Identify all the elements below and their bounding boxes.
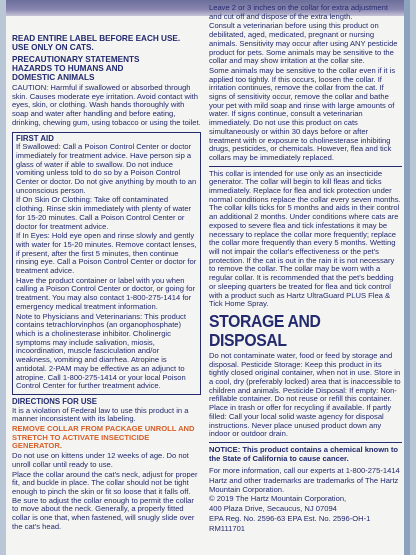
caution-statement: CAUTION: Harmful if swallowed or absorbed through skin. Causes moderate eye irritation. Avoid contact with eyes, skin, or clothing. Wash hands thoroughly with soap and water after handling and before eating, drinking, chewing gum, using tobacco or using the toilet.	[12, 83, 201, 127]
storage-disposal-title: STORAGE AND DISPOSAL	[209, 310, 321, 350]
heading-line: DOMESTIC ANIMALS	[12, 73, 95, 82]
heading-line: READ ENTIRE LABEL BEFORE EACH USE.	[12, 34, 181, 43]
precautionary-heading	[12, 55, 201, 82]
first-aid-box	[12, 132, 201, 395]
trademark-line: Hartz and other trademarks are trademarks of The Hartz Mountain Corporation.	[209, 476, 399, 494]
federal-law-statement: It is a violation of Federal law to use this product in a manner inconsistent with its labeling.	[12, 405, 189, 424]
kittens-warning: Do not use on kittens under 12 weeks of age. Do not unroll collar until ready to use.	[12, 451, 189, 469]
remove-collar-instruction: REMOVE COLLAR FROM PACKAGE UNROLL AND STRETCH TO ACTIVATE INSECTICIDE GENERATOR.	[12, 424, 195, 451]
first-aid-container: Have the product container or label with you when calling a Poison Control Center or doctor, or going for treatment. You may also contact 1-800-275-1414 for emergency medical treatment information.	[16, 275, 195, 311]
note-to-physicians: Note to Physicians and Veterinarians: This product contains tetrachlorvinphos (an organophosphate) which is a cholinesterase inhibitor. Cholinergic symptoms may include salivation, miosis, incoordination, muscle fasciculation and/or weakness, vomiting and diarrhea. Atropine is antidotal. 2-PAM may be effective as an adjunct to atropine. Call 1-800-275-1414 or your local Poison Control Center for further treatment advice.	[16, 311, 186, 391]
california-notice: NOTICE: This product contains a chemical known to the State of California to cause cancer.	[209, 444, 399, 463]
product-label-panel	[6, 0, 410, 555]
adjustment-text: Leave 2 or 3 inches on the collar for extra adjustment and cut off and dispose of the extra length.	[209, 3, 388, 21]
divider	[209, 166, 402, 167]
right-column	[209, 4, 402, 534]
company-info	[209, 467, 402, 533]
company-line: © 2019 The Hartz Mountain Corporation,	[209, 494, 347, 504]
first-aid-eyes: If In Eyes: Hold eye open and rinse slowly and gently with water for 15-20 minutes. Remove contact lenses, if present, after the first 5 minutes, then continue rinsing eye. Call a Poison Control Center or doctor for treatment advice.	[16, 231, 197, 276]
lot-code: RM111701	[209, 523, 246, 533]
first-aid-title: FIRST AID	[16, 133, 54, 143]
storage-disposal-text: Do not contaminate water, food or feed by storage and disposal. Pesticide Storage: Keep this product in its tightly closed original container, when not in use. Store in a cool, dry (preferably locked) area that is inaccessible to children and animals. Pesticide Disposal: If empty: Non-refillable container. Do not reuse or refill this container. Place in trash or offer for recycling if available. If partly filled: Call your local solid waste agency for disposal instructions. Never place unused product down any indoor or outdoor drain.	[209, 350, 401, 439]
heading-line: HAZARDS TO HUMANS AND	[12, 64, 124, 73]
address-line: 400 Plaza Drive, Secaucus, NJ 07094	[209, 504, 337, 514]
epa-registration: EPA Reg. No. 2596-63 EPA Est. No. 2596-OH-1	[209, 513, 371, 523]
veterinarian-text: Consult a veterinarian before using this product on debilitated, aged, medicated, pregnant or nursing animals. Sensitivity may occur after using ANY pesticide product for pets. Some animals may be sensitive to the collar and may show irritation at the collar site.	[209, 21, 398, 66]
package-edge	[404, 0, 410, 555]
sensitivity-text: Some animals may be sensitive to the collar even if it is applied too tightly. If this occurs, loosen the collar. If irritation continues, remove the collar from the cat. If signs of sensitivity occur, remove the collar and bathe your pet with mild soap and rinse with large amounts of water. If signs continue, consult a veterinarian immediately. Do not use this product on cats simultaneously or within 30 days before or after treatment with or exposure to cholinesterase inhibiting drugs, pesticides, or chemicals. However, flea and tick collars may be immediately replaced.	[209, 65, 396, 162]
read-label-heading	[12, 34, 201, 52]
first-aid-swallowed: If Swallowed: Call a Poison Control Center or doctor immediately for treatment advice. Have person sip a glass of water if able to swallow. Do not induce vomiting unless told to do so by a Poison Control Center or doctor. Do not give anything by mouth to an unconscious person.	[16, 142, 197, 195]
heading-line: PRECAUTIONARY STATEMENTS	[12, 55, 140, 64]
info-line: For more information, call our experts at 1-800-275-1414	[209, 466, 400, 476]
first-aid-skin: If On Skin Or Clothing: Take off contaminated clothing. Rinse skin immediately with plenty of water for 15-20 minutes. Call a Poison Control Center or doctor for treatment advice.	[16, 195, 192, 231]
left-column	[12, 34, 201, 532]
divider	[209, 442, 402, 443]
heading-line: USE ONLY ON CATS.	[12, 43, 94, 52]
directions-title: DIRECTIONS FOR USE	[12, 396, 97, 406]
insecticide-generator-text: This collar is intended for use only as an insecticide generator. The collar will begin to kill fleas and ticks immediately. Replace for flea and tick protection under normal conditions replace the collar every seven months. The collar kills ticks for 5 months and aids in their control an additional 2 months. Under conditions where cats are exposed to severe flea and tick infestations it may be necessary to replace the collar more frequently; replace the collar more frequently than every 5 months. Wetting will not impair the collar's effectiveness or the pet's protection. If the cat is out in the rain it is not necessary to remove the collar. The collar may be worn with a regular collar. It is recommended that the pet's bedding or sleeping quarters be treated for flea and tick control with a product such as Hartz UltraGuard PLUS Flea & Tick Home Spray.	[209, 168, 401, 309]
placement-instructions: Place the collar around the cat's neck, adjust for proper fit, and buckle in place. The collar should not be tight enough to pinch the skin or fit so loose that it falls off. Be sure to adjust the collar enough to permit the collar to move about the neck. Generally, a properly fitted collar is one that, when fastened, will snugly slide over the cat's head.	[12, 469, 198, 531]
